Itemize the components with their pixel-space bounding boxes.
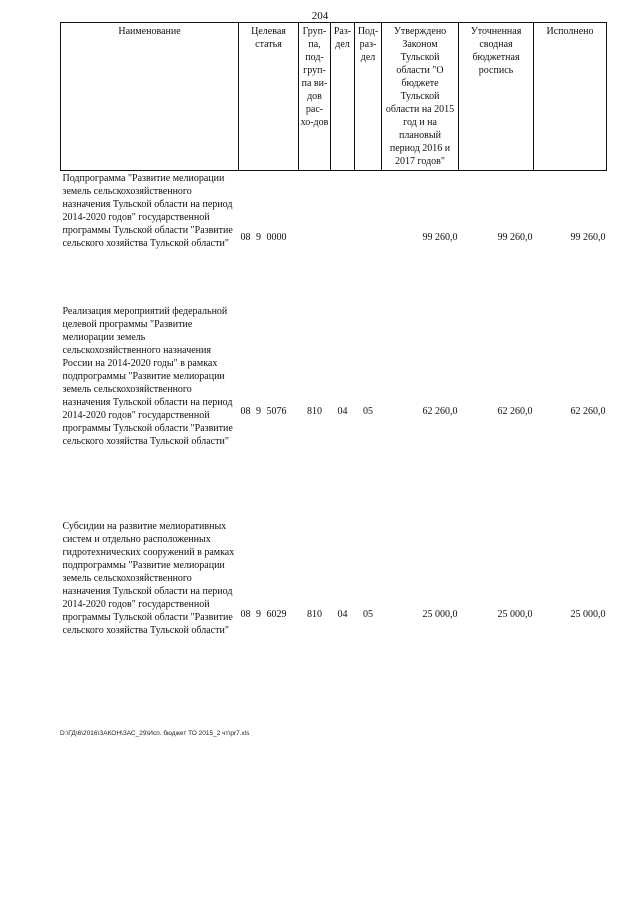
cell-approved: 62 260,0	[422, 406, 458, 417]
table-header-row	[61, 23, 607, 171]
cell-approved: 25 000,0	[422, 609, 458, 620]
cell-executed: 62 260,0	[570, 406, 606, 417]
header-subsection: Под-раз-дел	[355, 23, 382, 171]
header-executed: Исполнено	[534, 23, 607, 171]
header-expense-group: Груп-па, под-груп-па ви-дов рас-хо-дов	[299, 23, 331, 171]
table-row	[61, 171, 607, 305]
cell-approved: 99 260,0	[422, 232, 458, 243]
cell-section: 04	[337, 406, 348, 417]
cell-name: Субсидии на развитие мелиоративных систем и отдельно расположенных гидротехнических сооружений в рамках подпрограммы "Развитие мелиорации земель сельскохозяйственного назначения Тульской области на период 2014-2020 годов" государственной программы Тульской области "Развитие сельского хозяйства Тульской области"	[62, 521, 235, 636]
cell-target: 08 9 5076	[240, 406, 287, 417]
cell-name: Реализация мероприятий федеральной целевой программы "Развитие мелиорации земель сельскохозяйственного назначения России на 2014-2020 годы" в рамках подпрограммы "Развитие мелиорации земель сельскохозяйственного назначения Тульской области на период 2014-2020 годов" государственной программы Тульской области "Развитие сельского хозяйства Тульской области"	[62, 306, 233, 447]
page-number: 204	[311, 10, 329, 22]
cell-subsection: 05	[363, 406, 373, 417]
cell-refined: 62 260,0	[497, 406, 533, 417]
header-name: Наименование	[61, 23, 239, 171]
budget-execution-table	[60, 22, 607, 710]
cell-group: 810	[307, 609, 322, 620]
cell-executed: 99 260,0	[570, 232, 606, 243]
table-row	[61, 519, 607, 710]
header-approved: Утверждено Законом Тульской области "О бюджете Тульской области на 2015 год и на плановый период 2016 и 2017 годов"	[382, 23, 459, 171]
cell-target: 08 9 0000	[240, 232, 287, 243]
cell-refined: 25 000,0	[497, 609, 533, 620]
cell-executed: 25 000,0	[570, 609, 606, 620]
file-path-footer: D:\ГД\6\2016\ЗАКОН\ЗАС_29\Исп. бюджет ТО 2015_2 чт\pr7.xls	[60, 730, 250, 737]
header-section: Раз-дел	[331, 23, 355, 171]
cell-name: Подпрограмма "Развитие мелиорации земель сельскохозяйственного назначения Тульской области на период 2014-2020 годов" государственной программы Тульской области "Развитие сельского хозяйства Тульской области"	[62, 173, 233, 249]
table-row	[61, 304, 607, 519]
cell-group	[299, 171, 331, 305]
cell-section: 04	[337, 609, 348, 620]
cell-subsection: 05	[363, 609, 373, 620]
cell-subsection	[355, 171, 382, 305]
header-refined: Уточненная сводная бюджетная роспись	[459, 23, 534, 171]
cell-section	[331, 171, 355, 305]
header-target-article: Целевая статья	[239, 23, 299, 171]
cell-group: 810	[307, 406, 322, 417]
cell-refined: 99 260,0	[497, 232, 533, 243]
cell-target: 08 9 6029	[240, 609, 287, 620]
